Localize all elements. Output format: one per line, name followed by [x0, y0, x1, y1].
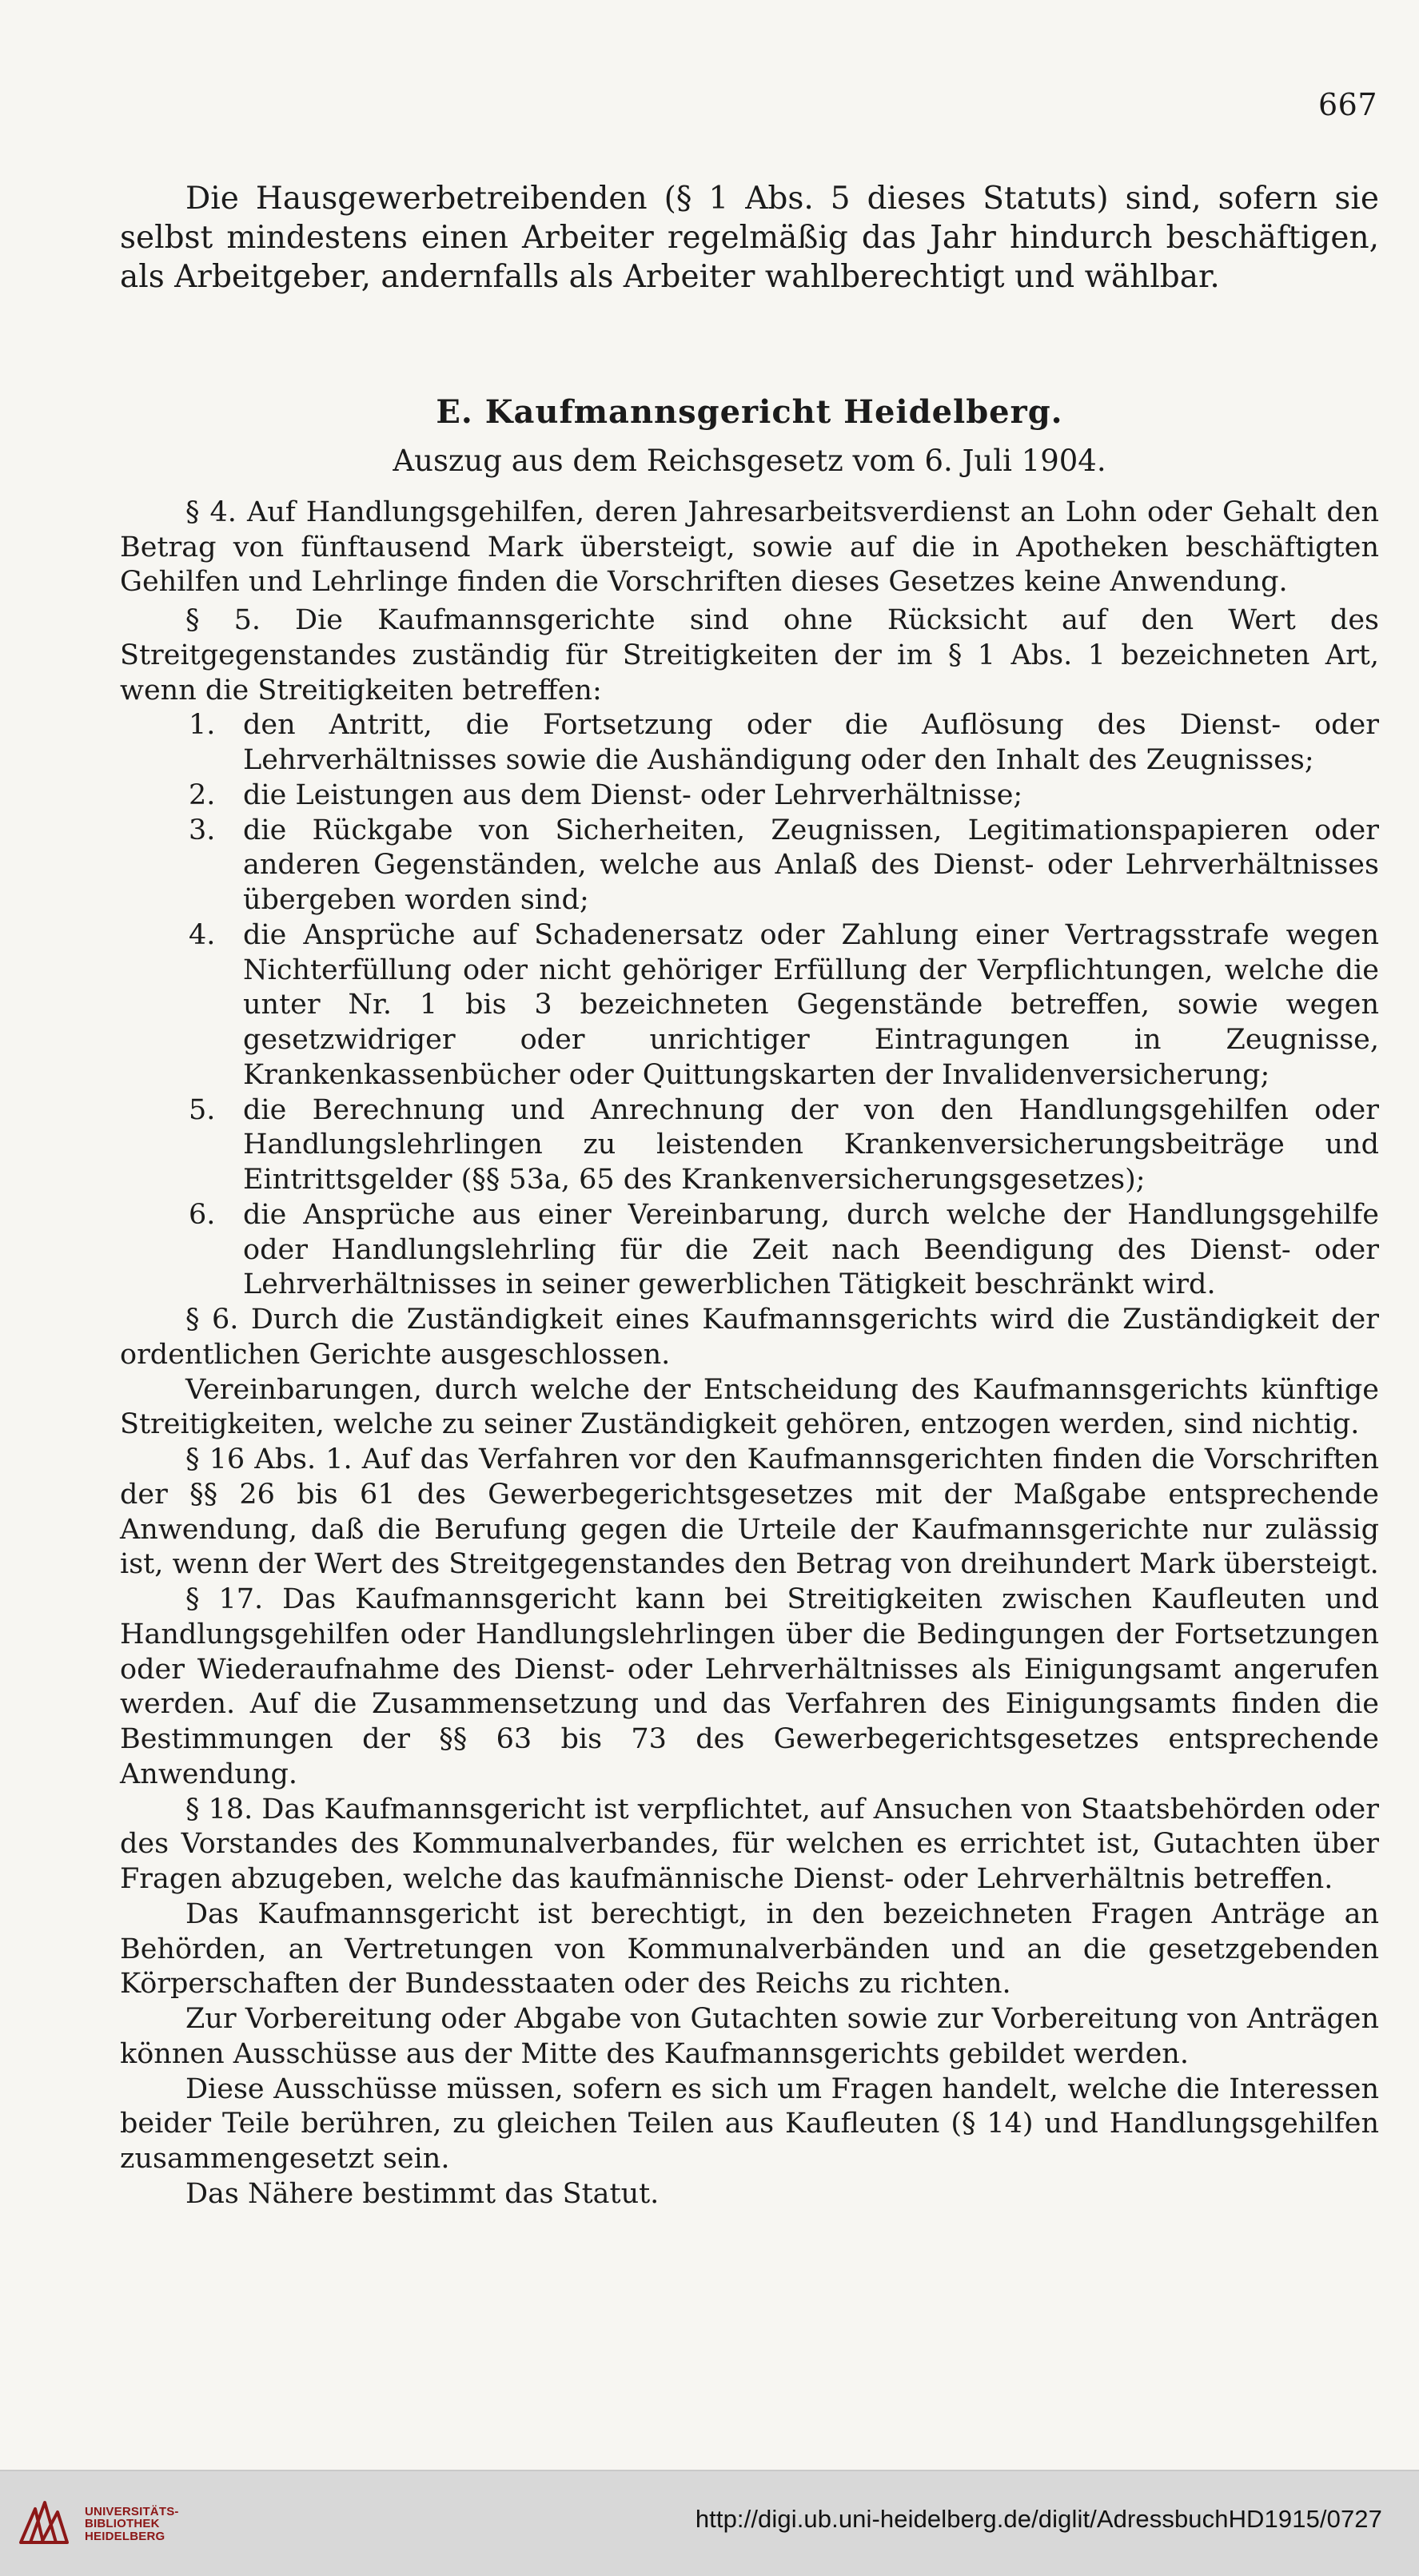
footer-url-link[interactable]: http://digi.ub.uni-heidelberg.de/diglit/AdressbuchHD1915/0727 [695, 2505, 1382, 2533]
list-item-number: 6. [189, 1198, 216, 1231]
list-item-text: die Ansprüche auf Schadenersatz oder Zahlung einer Vertragsstrafe wegen Nichterfüllung oder nicht gehöriger Erfüllung der Verpflichtungen, welche die unter Nr. 1 bis 3 bezeichneten Gegenstände betreffen, sowie wegen gesetzwidriger oder unrichtiger Eintragungen in Zeugnisse, Krankenkassenbücher oder Quittungskarten der Invalidenversicherung; [243, 918, 1379, 1091]
law-excerpt [120, 496, 1379, 2212]
list-item-text: die Rückgabe von Sicherheiten, Zeugnissen, Legitimationspapieren oder anderen Gegenständen, welche aus Anlaß des Dienst- oder Lehrverhältnisses übergeben worden sind; [243, 814, 1379, 917]
paragraph-18-continued-4: Das Nähere bestimmt das Statut. [185, 2177, 660, 2210]
list-item-text: die Ansprüche aus einer Vereinbarung, durch welche der Handlungsgehilfe oder Handlungslehrling für die Zeit nach Beendigung des Dienst- oder Lehrverhältnisses in seiner gewerblichen Tätigkeit beschränkt wird. [243, 1198, 1379, 1301]
paragraph-18-continued-2: Zur Vorbereitung oder Abgabe von Gutachten sowie zur Vorbereitung von Anträgen können Ausschüsse aus der Mitte des Kaufmannsgerichts gebildet werden. [120, 2003, 1379, 2070]
intro-paragraph: Die Hausgewerbetreibenden (§ 1 Abs. 5 dieses Statuts) sind, sofern sie selbst mindestens einen Arbeiter regelmäßig das Jahr hindurch beschäftigen, als Arbeitgeber, andernfalls als Arbeiter wahlberechtigt und wählbar. [120, 181, 1379, 296]
paragraph-4: § 4. Auf Handlungsgehilfen, deren Jahresarbeitsverdienst an Lohn oder Gehalt den Betrag von fünftausend Mark übersteigt, sowie auf die in Apotheken beschäftigten Gehilfen und Lehrlinge finden die Vorschriften dieses Gesetzes keine Anwendung. [120, 496, 1379, 599]
footer-bar [0, 2470, 1419, 2576]
page-number: 667 [1317, 87, 1377, 122]
paragraph-17: § 17. Das Kaufmannsgericht kann bei Streitigkeiten zwischen Kaufleuten und Handlungsgehilfen oder Handlungslehrlingen über die Bedingungen der Fortsetzungen oder Wiederaufnahme des Dienst- oder Lehrverhältnisses als Einigungsamt angerufen werden. Auf die Zusammensetzung und das Verfahren des Einigungsamts finden die Bestimmungen der §§ 63 bis 73 des Gewerbegerichtsgesetzes entsprechende Anwendung. [120, 1583, 1379, 1790]
library-logo-line-2: BIBLIOTHEK [85, 2517, 160, 2531]
library-logo-line-3: HEIDELBERG [85, 2529, 165, 2543]
library-logo [14, 2487, 206, 2561]
paragraph-6: § 6. Durch die Zuständigkeit eines Kaufmannsgerichts wird die Zuständigkeit der ordentlichen Gerichte ausgeschlossen. [120, 1304, 1379, 1371]
list-item-number: 5. [189, 1093, 216, 1126]
paragraph-5-intro: § 5. Die Kaufmannsgerichte sind ohne Rücksicht auf den Wert des Streitgegenstandes zuständig für Streitigkeiten der im § 1 Abs. 1 bezeichneten Art, wenn die Streitigkeiten betreffen: [120, 604, 1379, 707]
library-logo-line-1: UNIVERSITÄTS- [85, 2505, 179, 2519]
paragraph-18-continued-3: Diese Ausschüsse müssen, sofern es sich um Fragen handelt, welche die Interessen beider Teile berühren, zu gleichen Teilen aus Kaufleuten (§ 14) und Handlungsgehilfen zusammengesetzt sein. [120, 2072, 1379, 2176]
library-logo-text [85, 2506, 179, 2542]
list-item [189, 708, 1379, 778]
paragraph-18: § 18. Das Kaufmannsgericht ist verpflichtet, auf Ansuchen von Staatsbehörden oder des Vorstandes des Kommunalverbandes, für welchen es errichtet ist, Gutachten über Fragen abzugeben, welche das kaufmännische Dienst- oder Lehrverhältnis betreffen. [120, 1793, 1379, 1896]
paragraph-18-continued-1: Das Kaufmannsgericht ist berechtigt, in den bezeichneten Fragen Anträge an Behörden, an Vertretungen von Kommunalverbänden und an die gesetzgebenden Körperschaften der Bundesstaaten oder des Reichs zu richten. [120, 1897, 1379, 2001]
list-item [189, 778, 1379, 814]
list-item-number: 1. [189, 709, 216, 742]
section-title: E. Kaufmannsgericht Heidelberg. [436, 393, 1063, 432]
list-item-number: 3. [189, 814, 216, 846]
paragraph-5-list [120, 708, 1379, 1303]
list-item-number: 4. [189, 918, 216, 951]
paragraph-6-continued: Vereinbarungen, durch welche der Entscheidung des Kaufmannsgerichts künftige Streitigkeiten, welche zu seiner Zuständigkeit gehören, entzogen werden, sind nichtig. [120, 1373, 1379, 1441]
list-item-text: die Berechnung und Anrechnung der von den Handlungsgehilfen oder Handlungslehrlingen zu leistenden Krankenversicherungsbeiträge und Eintrittsgelder (§§ 53a, 65 des Krankenversicherungsgesetzes); [243, 1093, 1379, 1196]
list-item [189, 1198, 1379, 1303]
list-item-number: 2. [189, 778, 216, 811]
list-item [189, 1093, 1379, 1198]
list-item-text: den Antritt, die Fortsetzung oder die Auflösung des Dienst- oder Lehrverhältnisses sowie die Aushändigung oder den Inhalt des Zeugnisses; [243, 709, 1379, 777]
library-logo-icon [14, 2494, 74, 2554]
list-item [189, 918, 1379, 1093]
list-item [189, 814, 1379, 918]
document-content [120, 88, 1379, 2212]
list-item-text: die Leistungen aus dem Dienst- oder Lehrverhältnisse; [243, 778, 1023, 811]
section-subtitle: Auszug aus dem Reichsgesetz vom 6. Juli 1904. [393, 444, 1106, 479]
paragraph-16: § 16 Abs. 1. Auf das Verfahren vor den Kaufmannsgerichten finden die Vorschriften der §§ 26 bis 61 des Gewerbegerichtsgesetzes mit der Maßgabe entsprechende Anwendung, daß die Berufung gegen die Urteile der Kaufmannsgerichte nur zulässig ist, wenn der Wert des Streitgegenstandes den Betrag von dreihundert Mark übersteigt. [120, 1443, 1379, 1581]
